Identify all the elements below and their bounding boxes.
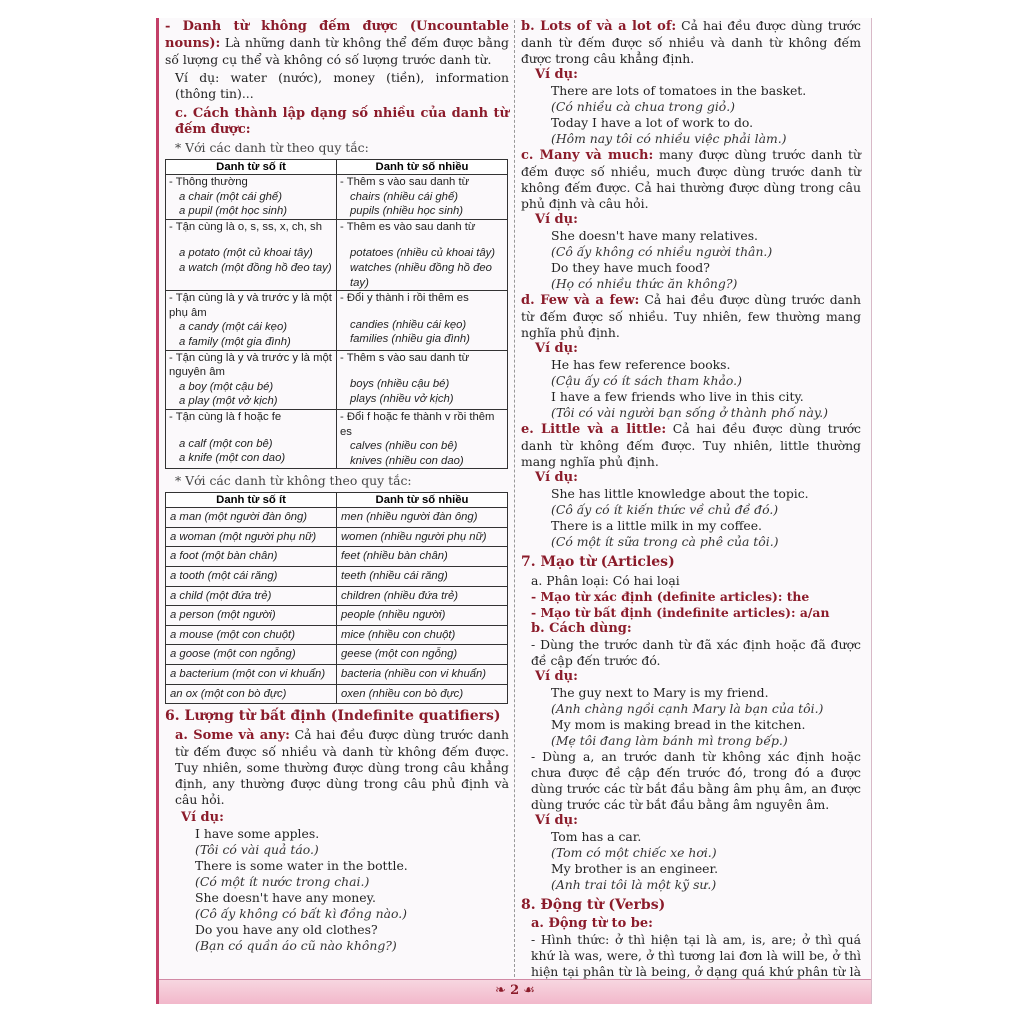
ornament-right-icon: ☙ (523, 983, 535, 998)
example-line: He has few reference books. (551, 357, 731, 372)
to-be-body: - Hình thức: ở thì hiện tại là am, is, are; ở thì quá khứ là was, were, ở thì tương lai đơn là will be, ở thì hiện tại phân từ là being, ở dạng quá khứ phân từ là (531, 932, 861, 979)
uncountable-body: Là những danh từ không thể đếm được bằng số lượng cụ thể và không có số lượng trước danh từ. (165, 35, 509, 67)
example-text: a boy (một cậu bé) (179, 380, 274, 393)
example-text: a potato (một củ khoai tây) (179, 247, 313, 260)
example-text: candies (nhiều cái kẹo) (350, 318, 467, 331)
example-line: The guy next to Mary is my friend. (551, 685, 769, 700)
example-text: a candy (một cái kẹo) (179, 321, 287, 334)
irregular-plural-table (165, 492, 508, 704)
example-text: pupils (nhiều học sinh) (350, 205, 464, 218)
table-cell: children (nhiều đứa trẻ) (337, 586, 508, 606)
rule-text: - Tận cùng là f hoặc fe (169, 410, 282, 423)
table-row (166, 527, 508, 547)
table-cell: teeth (nhiều cái răng) (337, 567, 508, 587)
few-heading: d. Few và a few: (521, 293, 640, 308)
example-text: calves (nhiều con bê) (350, 440, 458, 453)
example-line: She doesn't have many relatives. (551, 228, 758, 243)
example-text: a chair (một cái ghế) (179, 190, 282, 203)
example-label: Ví dụ: (535, 470, 578, 485)
table2-header-plural: Danh từ số nhiều (337, 493, 508, 508)
table-cell (166, 291, 337, 350)
example-text: a pupil (một học sinh) (179, 205, 287, 218)
example-line: My brother is an engineer. (551, 861, 719, 876)
right-column (521, 18, 861, 996)
little-heading: e. Little và a little: (521, 422, 667, 437)
regular-plural-table (165, 159, 508, 469)
few-paragraph (521, 292, 861, 341)
example-line: There is some water in the bottle. (195, 858, 408, 874)
table-cell: a woman (một người phụ nữ) (166, 527, 337, 547)
rule-text: - Tận cùng là o, s, ss, x, ch, sh (169, 220, 322, 233)
example-line: Tom has a car. (551, 829, 642, 844)
example-translation: (Có một ít sữa trong cà phê của tôi.) (551, 534, 779, 549)
example-translation: (Anh trai tôi là một kỹ sư.) (551, 877, 717, 892)
table-cell: a tooth (một cái răng) (166, 567, 337, 587)
example-line: There are lots of tomatoes in the basket. (551, 83, 807, 98)
example-line: My mom is making bread in the kitchen. (551, 717, 806, 732)
some-any-body: Cả hai đều được dùng trước danh từ đếm được số nhiều và danh từ không đếm được. Tuy nhiên, some thường được dùng trong câu khẳng định, any thường được dùng trong câu phủ định và câu hỏi. (175, 727, 509, 808)
table2-header-singular: Danh từ số ít (166, 493, 337, 508)
example-line: There is a little milk in my coffee. (551, 518, 762, 533)
table-row (166, 606, 508, 626)
table-cell (337, 175, 508, 220)
example-text: a play (một vở kịch) (179, 395, 278, 408)
example-label: Ví dụ: (535, 813, 578, 828)
table-cell: women (nhiều người phụ nữ) (337, 527, 508, 547)
few-body: Cả hai đều được dùng trước danh từ đếm được số nhiều. Tuy nhiên, few thường mang nghĩa phủ định. (521, 292, 861, 340)
uncountable-heading: - Danh từ không đếm được (Uncountable nouns): (165, 19, 509, 51)
rule-text: - Thêm s vào sau danh từ (340, 351, 470, 364)
table-row (166, 665, 508, 685)
regular-intro: * Với các danh từ theo quy tắc: (175, 140, 369, 155)
little-paragraph (521, 421, 861, 470)
rule-text: - Đổi y thành i rồi thêm es (340, 292, 469, 305)
example-translation: (Hôm nay tôi có nhiều việc phải làm.) (551, 131, 787, 146)
uncountable-example: Ví dụ: water (nước), money (tiền), information (thông tin)... (175, 70, 509, 101)
lots-heading: b. Lots of và a lot of: (521, 19, 677, 34)
table-row (166, 645, 508, 665)
example-line: She doesn't have any money. (195, 890, 376, 906)
table-row (166, 567, 508, 587)
lots-paragraph (521, 18, 861, 67)
rule-text: - Tận cùng là y và trước y là một phụ âm (169, 292, 332, 319)
example-label: Ví dụ: (181, 810, 224, 826)
table-row (166, 350, 508, 409)
example-text: plays (nhiều vở kịch) (350, 392, 454, 405)
ornament-left-icon: ❧ (495, 983, 506, 998)
articles-classify: a. Phân loại: Có hai loại (531, 573, 680, 588)
example-line: Do you have any old clothes? (195, 922, 378, 938)
example-label: Ví dụ: (535, 212, 578, 227)
example-label: Ví dụ: (535, 341, 578, 356)
to-be-heading: a. Động từ to be: (531, 916, 653, 931)
example-line: She has little knowledge about the topic. (551, 486, 809, 501)
example-line: I have some apples. (195, 826, 320, 842)
example-text: a knife (một con dao) (179, 452, 286, 465)
example-line: Do they have much food? (551, 260, 710, 275)
example-translation: (Cô ấy không có bất kì đồng nào.) (195, 906, 407, 922)
example-text: a calf (một con bê) (179, 437, 273, 450)
example-label: Ví dụ: (535, 67, 578, 82)
example-translation: (Cậu ấy có ít sách tham khảo.) (551, 373, 742, 388)
table-cell (166, 350, 337, 409)
example-text: knives (nhiều con dao) (350, 454, 464, 467)
table-cell: a child (một đứa trẻ) (166, 586, 337, 606)
plural-heading: c. Cách thành lập dạng số nhiều của danh từ đếm được: (175, 106, 509, 137)
table-cell (337, 291, 508, 350)
table1-header-plural: Danh từ số nhiều (337, 160, 508, 175)
example-translation: (Tom có một chiếc xe hơi.) (551, 845, 717, 860)
some-any-heading: a. Some và any: (175, 728, 290, 744)
table-cell: a man (một người đàn ông) (166, 508, 337, 528)
column-divider (514, 20, 515, 982)
table-cell: oxen (nhiều con bò đực) (337, 684, 508, 704)
table-cell: geese (một con ngỗng) (337, 645, 508, 665)
definite-articles: - Mạo từ xác định (definite articles): the (531, 589, 810, 604)
table1-header-singular: Danh từ số ít (166, 160, 337, 175)
rule-text: - Thêm s vào sau danh từ (340, 176, 470, 188)
example-line: I have a few friends who live in this city. (551, 389, 804, 404)
table-cell: a bacterium (một con vi khuẩn) (166, 665, 337, 685)
many-much-heading: c. Many và much: (521, 148, 654, 163)
example-text: potatoes (nhiều củ khoai tây) (350, 247, 496, 260)
table-cell: men (nhiều người đàn ông) (337, 508, 508, 528)
rule-text: - Tận cùng là y và trước y là một nguyên âm (169, 351, 332, 379)
usage-heading: b. Cách dùng: (531, 621, 632, 636)
example-text: chairs (nhiều cái ghế) (350, 190, 459, 203)
some-any-paragraph (165, 727, 509, 808)
table-row (166, 684, 508, 704)
section-8-title: 8. Động từ (Verbs) (521, 897, 666, 913)
table-row (166, 586, 508, 606)
table-cell: a goose (một con ngỗng) (166, 645, 337, 665)
uncountable-definition (165, 18, 509, 68)
table-cell (166, 175, 337, 220)
little-body: Cả hai đều được dùng trước danh từ không đếm được. Tuy nhiên, little thường mang nghĩa phủ định. (521, 421, 861, 469)
usage-a-an: - Dùng a, an trước danh từ không xác định hoặc chưa được đề cập đến trước đó, trong đó a được dùng trước các từ bắt đầu bằng âm phụ âm, an được dùng trước các từ bắt đầu bằng âm nguyên âm. (531, 749, 861, 812)
table-cell: people (nhiều người) (337, 606, 508, 626)
example-translation: (Tôi có vài người bạn sống ở thành phố này.) (551, 405, 828, 420)
lots-body: Cả hai đều được dùng trước danh từ đếm được số nhiều và danh từ không đếm được trong câu khẳng định. (521, 18, 861, 66)
page-number: 2 (510, 983, 520, 998)
table-cell (337, 409, 508, 468)
table-cell: a foot (một bàn chân) (166, 547, 337, 567)
example-line: Today I have a lot of work to do. (551, 115, 754, 130)
table-cell: a person (một người) (166, 606, 337, 626)
table-row (166, 508, 508, 528)
table-cell: a mouse (một con chuột) (166, 625, 337, 645)
example-label: Ví dụ: (535, 669, 578, 684)
irregular-intro: * Với các danh từ không theo quy tắc: (175, 473, 412, 489)
rule-text: - Đổi f hoặc fe thành v rồi thêm es (340, 410, 495, 438)
table-row (166, 175, 508, 220)
example-text: a family (một gia đình) (179, 335, 291, 348)
example-translation: (Có một ít nước trong chai.) (195, 874, 370, 890)
table-row (166, 409, 508, 468)
example-text: boys (nhiều cậu bé) (350, 378, 450, 391)
usage-the: - Dùng the trước danh từ đã xác định hoặc đã được đề cập đến trước đó. (531, 637, 861, 668)
page-footer (159, 979, 871, 1004)
example-translation: (Mẹ tôi đang làm bánh mì trong bếp.) (551, 733, 788, 748)
example-text: watches (nhiều đồng hồ đeo tay) (350, 261, 492, 289)
example-text: families (nhiều gia đình) (350, 333, 470, 346)
rule-text: - Thêm es vào sau danh từ (340, 220, 476, 233)
many-much-paragraph (521, 147, 861, 212)
table-cell (337, 350, 508, 409)
many-much-body: many được dùng trước danh từ đếm được số nhiều, much được dùng trước danh từ không đếm được. Cả hai thường được dùng trong câu phủ định và câu hỏi. (521, 147, 861, 211)
table-cell (166, 219, 337, 290)
table-row (166, 219, 508, 290)
section-6-title: 6. Lượng từ bất định (Indefinite quatifiers) (165, 708, 501, 725)
table-cell (166, 409, 337, 468)
example-translation: (Có nhiều cà chua trong giỏ.) (551, 99, 736, 114)
table-row (166, 547, 508, 567)
section-7-title: 7. Mạo từ (Articles) (521, 554, 675, 570)
table-cell (337, 219, 508, 290)
table-cell: bacteria (nhiều con vi khuẩn) (337, 665, 508, 685)
document-page (156, 18, 872, 1004)
left-column (165, 18, 509, 954)
example-translation: (Cô ấy có ít kiến thức về chủ đề đó.) (551, 502, 779, 517)
table-cell: an ox (một con bò đực) (166, 684, 337, 704)
example-text: a watch (một đồng hồ đeo tay) (179, 261, 332, 274)
table-row (166, 291, 508, 350)
table-row (166, 625, 508, 645)
table-cell: mice (nhiều con chuột) (337, 625, 508, 645)
example-translation: (Họ có nhiều thức ăn không?) (551, 276, 738, 291)
indefinite-articles: - Mạo từ bất định (indefinite articles): a/an (531, 605, 830, 620)
example-translation: (Anh chàng ngồi cạnh Mary là bạn của tôi.) (551, 701, 824, 716)
example-translation: (Cô ấy không có nhiều người thân.) (551, 244, 773, 259)
table-cell: feet (nhiều bàn chân) (337, 547, 508, 567)
rule-text: - Thông thường (169, 176, 248, 188)
example-translation: (Tôi có vài quả táo.) (195, 842, 319, 858)
example-translation: (Bạn có quần áo cũ nào không?) (195, 938, 397, 954)
